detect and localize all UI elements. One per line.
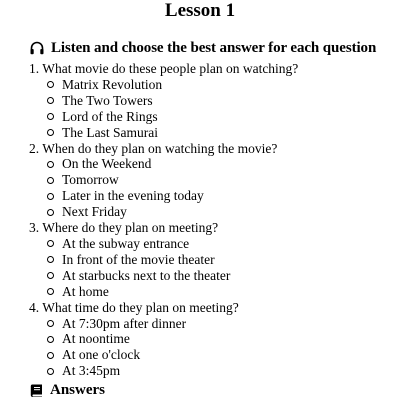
- answer-option[interactable]: [47, 363, 298, 379]
- radio-circle-icon[interactable]: [47, 113, 54, 120]
- option-label: Later in the evening today: [62, 188, 204, 204]
- question-label: 3. Where do they plan on meeting?: [29, 220, 219, 236]
- option-label: Matrix Revolution: [62, 76, 163, 92]
- answer-option[interactable]: [47, 188, 298, 204]
- question-3: [29, 220, 298, 300]
- option-label: At noontime: [62, 331, 130, 347]
- answer-option[interactable]: [47, 347, 298, 363]
- option-label: At the subway entrance: [62, 235, 190, 251]
- option-label: Lord of the Rings: [62, 108, 158, 124]
- option-label: At starbucks next to the theater: [62, 267, 231, 283]
- radio-circle-icon[interactable]: [47, 256, 54, 263]
- radio-circle-icon[interactable]: [47, 129, 54, 136]
- answer-option[interactable]: [47, 172, 298, 188]
- option-label: The Two Towers: [62, 92, 153, 108]
- option-label: At home: [62, 283, 109, 299]
- instructions-heading: [29, 38, 376, 58]
- question-label: 1. What movie do these people plan on watching?: [29, 61, 299, 76]
- question-1: [29, 61, 298, 141]
- answer-option[interactable]: [47, 109, 298, 125]
- instructions-text: Listen and choose the best answer for each question: [51, 39, 377, 56]
- answer-option[interactable]: [47, 204, 298, 220]
- radio-circle-icon[interactable]: [47, 209, 54, 216]
- answers-label: Answers: [50, 381, 105, 398]
- radio-circle-icon[interactable]: [47, 177, 54, 184]
- radio-circle-icon[interactable]: [47, 352, 54, 359]
- radio-circle-icon[interactable]: [47, 288, 54, 295]
- radio-circle-icon[interactable]: [47, 97, 54, 104]
- answer-option[interactable]: [47, 77, 298, 93]
- option-label: In front of the movie theater: [62, 251, 215, 267]
- option-label: Tomorrow: [62, 172, 119, 188]
- option-label: The Last Samurai: [62, 124, 158, 140]
- book-icon: [29, 383, 44, 398]
- answers-link[interactable]: [29, 381, 105, 399]
- radio-circle-icon[interactable]: [47, 193, 54, 200]
- answer-option[interactable]: [47, 93, 298, 109]
- option-label: On the Weekend: [62, 156, 152, 172]
- option-list: [29, 316, 298, 380]
- answer-option[interactable]: [47, 331, 298, 347]
- radio-circle-icon[interactable]: [47, 161, 54, 168]
- option-label: At 7:30pm after dinner: [62, 315, 187, 331]
- answer-option[interactable]: [47, 252, 298, 268]
- page-title: Lesson 1: [164, 0, 236, 21]
- answer-option[interactable]: [47, 156, 298, 172]
- option-list: [29, 156, 298, 220]
- question-2: [29, 141, 298, 221]
- question-4: [29, 300, 298, 380]
- radio-circle-icon[interactable]: [47, 240, 54, 247]
- answer-option[interactable]: [47, 236, 298, 252]
- question-label: 4. What time do they plan on meeting?: [29, 299, 239, 315]
- question-list: [29, 61, 298, 379]
- option-label: At 3:45pm: [62, 363, 121, 379]
- radio-circle-icon[interactable]: [47, 81, 54, 88]
- answer-option[interactable]: [47, 284, 298, 300]
- answer-option[interactable]: [47, 268, 298, 284]
- radio-circle-icon[interactable]: [47, 320, 54, 327]
- question-label: 2. When do they plan on watching the movie?: [29, 140, 278, 156]
- option-label: Next Friday: [62, 204, 127, 220]
- answer-option[interactable]: [47, 125, 298, 141]
- radio-circle-icon[interactable]: [47, 336, 54, 343]
- option-list: [29, 236, 298, 300]
- headphones-icon: [29, 40, 45, 56]
- option-label: At one o'clock: [62, 347, 141, 363]
- answer-option[interactable]: [47, 316, 298, 332]
- radio-circle-icon[interactable]: [47, 272, 54, 279]
- radio-circle-icon[interactable]: [47, 368, 54, 375]
- option-list: [29, 77, 298, 141]
